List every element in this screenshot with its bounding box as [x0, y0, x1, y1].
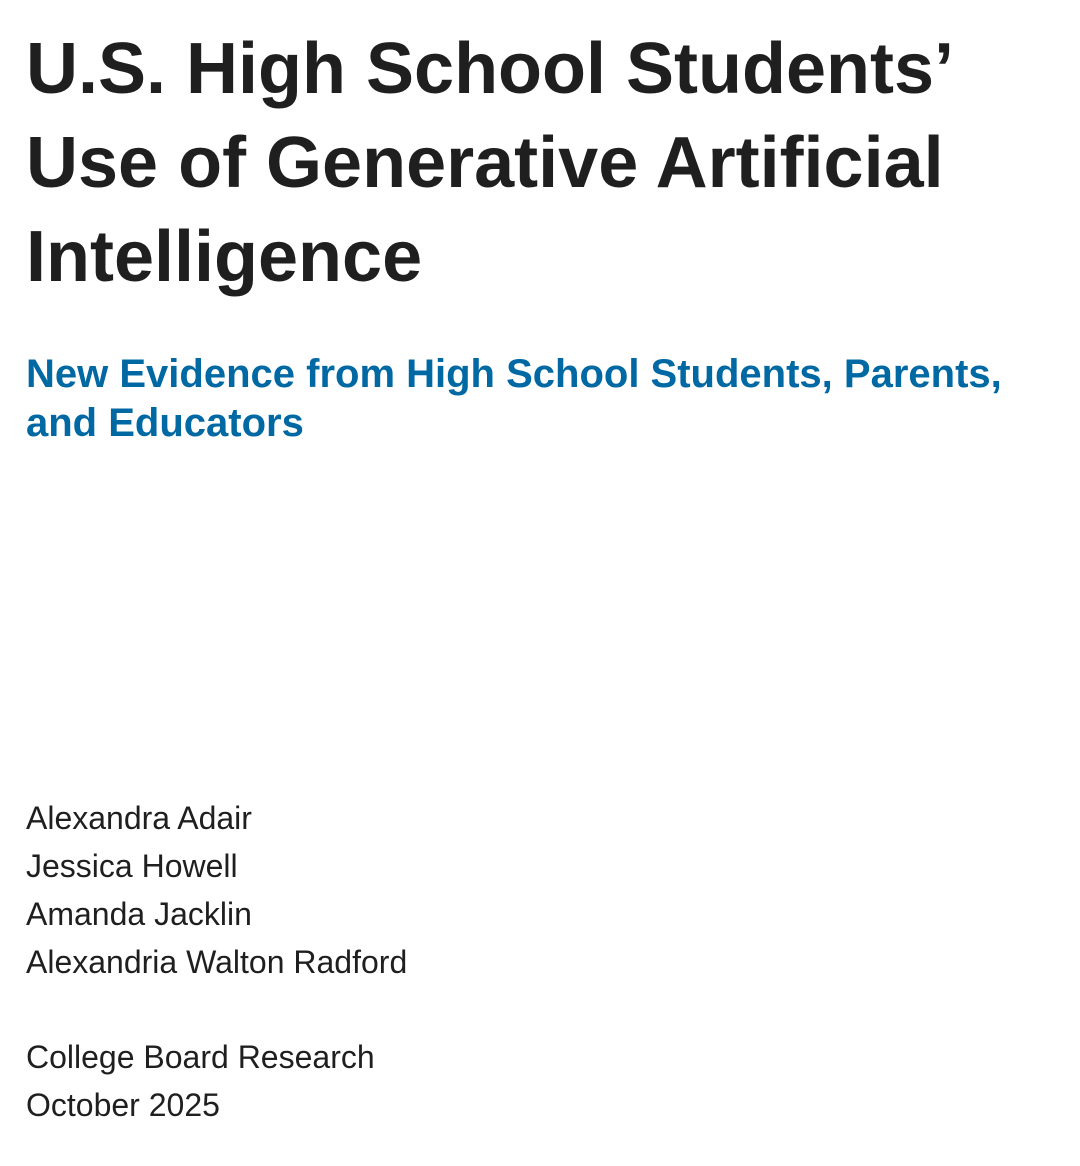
report-subtitle-line: and Educators: [26, 401, 304, 445]
author-name: Alexandra Adair: [26, 800, 252, 836]
author-list: [26, 794, 407, 986]
report-title-line: Use of Generative Artificial: [26, 123, 944, 203]
publisher-name: College Board Research: [26, 1039, 375, 1075]
author-name: Alexandria Walton Radford: [26, 944, 408, 980]
report-subtitle-line: New Evidence from High School Students, Parents,: [26, 352, 1002, 396]
author-name: Jessica Howell: [26, 848, 238, 884]
report-title-line: Intelligence: [26, 217, 423, 297]
author-name: Amanda Jacklin: [26, 896, 252, 932]
report-title-line: U.S. High School Students’: [26, 29, 955, 109]
publication-info: [26, 1033, 375, 1129]
publication-date: October 2025: [26, 1087, 220, 1123]
report-title: [26, 22, 1066, 304]
report-subtitle: [26, 350, 1080, 448]
